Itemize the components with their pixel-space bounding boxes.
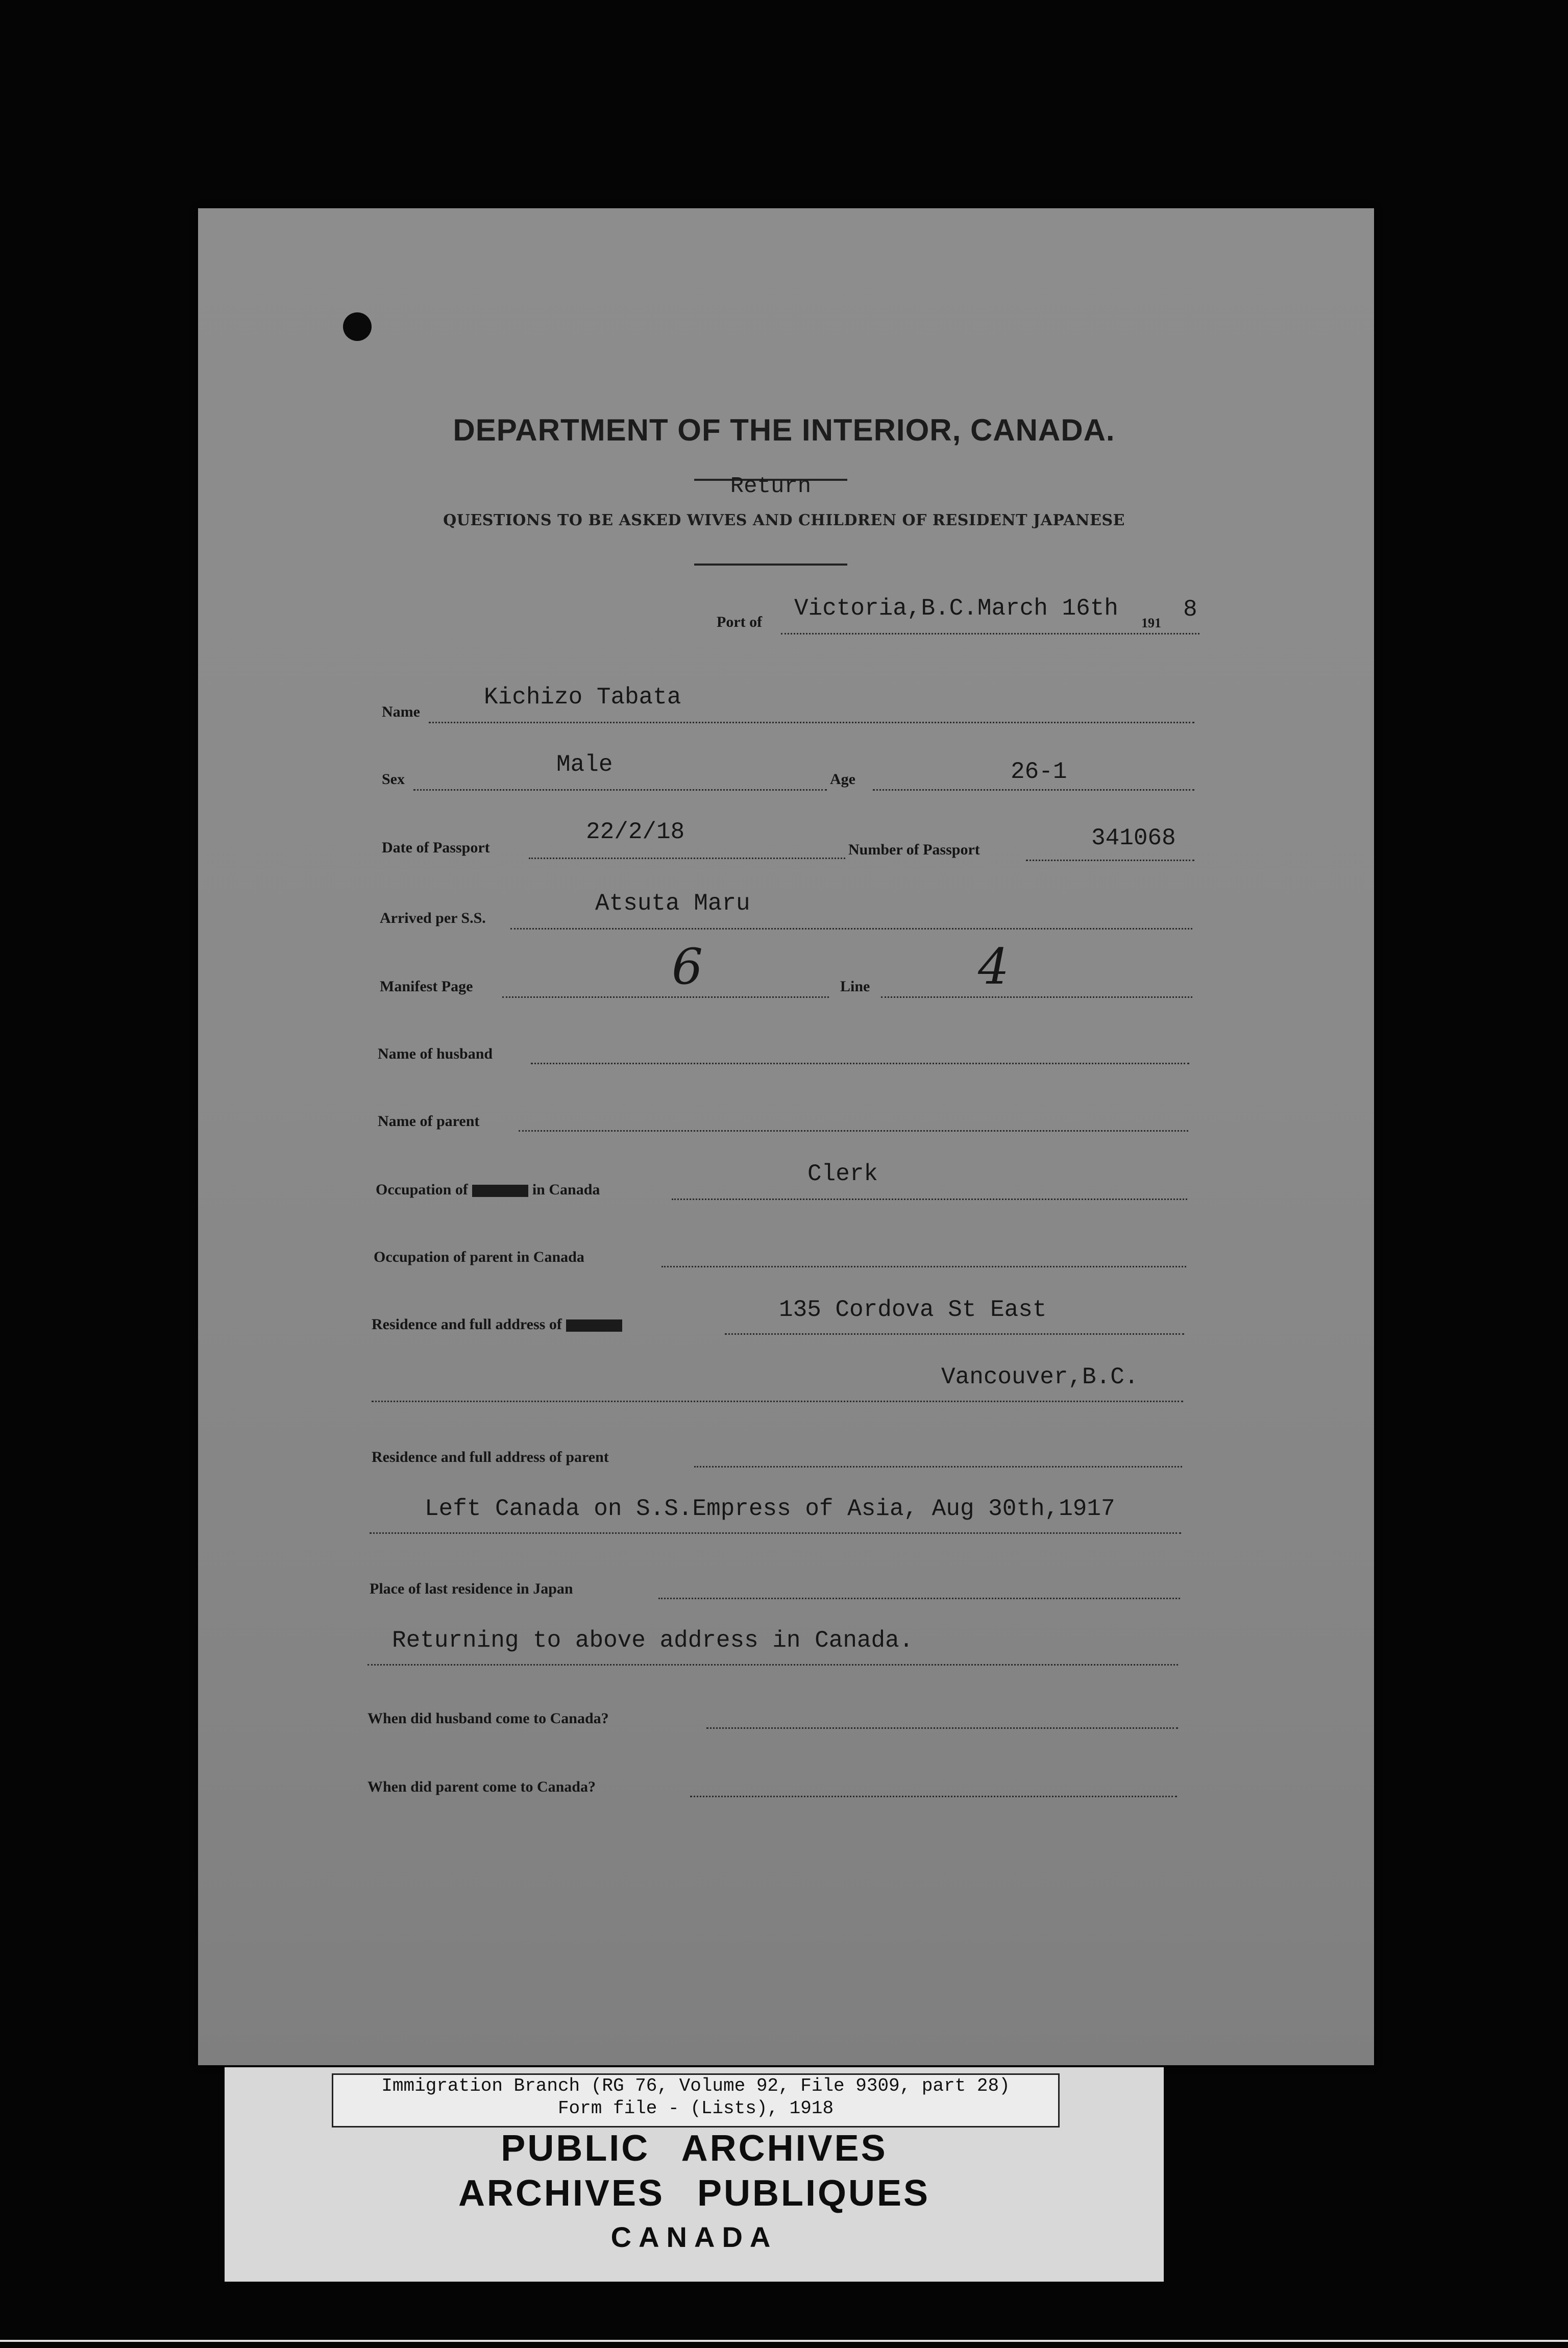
line-label: Line: [840, 978, 870, 995]
parent-come-label: When did parent come to Canada?: [368, 1778, 596, 1795]
name-line: [429, 722, 1194, 723]
residence-parent-value: Left Canada on S.S.Empress of Asia, Aug 30th,1917: [425, 1496, 1115, 1522]
date-of-passport-label: Date of Passport: [382, 839, 490, 856]
port-value: Victoria,B.C.March 16th: [794, 595, 1118, 622]
occupation-line: [672, 1199, 1187, 1200]
manifest-page-value: 6: [672, 938, 703, 995]
film-edge-line: [0, 2340, 1568, 2342]
occupation-label-after: in Canada: [532, 1181, 600, 1198]
residence-parent-line2: [370, 1532, 1181, 1534]
age-line: [873, 789, 1194, 791]
age-label: Age: [830, 771, 855, 788]
arrived-per-label: Arrived per S.S.: [380, 910, 486, 926]
sex-value: Male: [556, 751, 613, 778]
residence-line1: [725, 1333, 1184, 1335]
port-line: [781, 633, 1199, 634]
port-year-prefix: 191: [1141, 616, 1161, 630]
occupation-label: [376, 1181, 600, 1199]
name-of-parent-label: Name of parent: [378, 1113, 480, 1130]
sex-label: Sex: [382, 771, 405, 788]
last-residence-japan-value: Returning to above address in Canada.: [392, 1627, 914, 1654]
line-value: 4: [978, 938, 1010, 995]
stamp-line2: ARCHIVES PUBLIQUES: [458, 2173, 930, 2214]
residence-line2: [372, 1401, 1183, 1402]
husband-come-label: When did husband come to Canada?: [368, 1710, 609, 1727]
occupation-parent-label: Occupation of parent in Canada: [374, 1249, 584, 1265]
last-residence-japan-line2: [368, 1664, 1178, 1666]
manifest-page-line: [502, 996, 829, 998]
number-of-passport-value: 341068: [1091, 825, 1176, 851]
parent-come-line: [690, 1796, 1177, 1797]
husband-come-line: [706, 1727, 1178, 1729]
name-value: Kichizo Tabata: [484, 684, 681, 711]
redaction-mark: [472, 1185, 528, 1197]
occupation-value: Clerk: [807, 1161, 878, 1187]
sex-line: [413, 789, 827, 791]
arrived-per-value: Atsuta Maru: [595, 890, 750, 917]
residence-value-line2: Vancouver,B.C.: [941, 1364, 1139, 1390]
redaction-mark: [566, 1319, 622, 1332]
residence-parent-label: Residence and full address of parent: [372, 1449, 609, 1465]
occupation-label-before: Occupation of: [376, 1181, 468, 1198]
rule-bottom: [694, 564, 847, 566]
archive-reference-line2: Form file - (Lists), 1918: [557, 2098, 834, 2119]
name-label: Name: [382, 703, 420, 720]
date-of-passport-value: 22/2/18: [586, 819, 685, 845]
name-of-parent-line: [519, 1130, 1188, 1132]
last-residence-japan-label: Place of last residence in Japan: [370, 1580, 573, 1597]
name-of-husband-label: Name of husband: [378, 1045, 493, 1062]
residence-parent-line1: [694, 1466, 1182, 1468]
name-of-husband-line: [531, 1063, 1189, 1064]
return-label: Return: [730, 474, 812, 499]
stamp-line3: CANADA: [610, 2221, 778, 2253]
number-of-passport-line: [1026, 860, 1194, 861]
arrived-per-line: [510, 928, 1192, 930]
residence-label: [372, 1316, 626, 1333]
number-of-passport-label: Number of Passport: [848, 841, 980, 858]
department-title: DEPARTMENT OF THE INTERIOR, CANADA.: [453, 413, 1115, 447]
occupation-parent-line: [662, 1266, 1186, 1267]
line-line: [881, 996, 1192, 998]
residence-value-line1: 135 Cordova St East: [779, 1297, 1047, 1323]
archive-reference-label: [332, 2073, 1060, 2127]
date-of-passport-line: [529, 858, 845, 859]
last-residence-japan-line1: [658, 1598, 1180, 1599]
age-value: 26-1: [1011, 759, 1067, 785]
manifest-page-label: Manifest Page: [380, 978, 473, 995]
punch-hole: [343, 312, 372, 341]
residence-label-before: Residence and full address of: [372, 1316, 562, 1333]
port-year-suffix: 8: [1183, 596, 1197, 623]
stamp-line1: PUBLIC ARCHIVES: [501, 2128, 888, 2169]
port-label: Port of: [717, 614, 763, 630]
archive-reference-line1: Immigration Branch (RG 76, Volume 92, File 9309, part 28): [381, 2075, 1010, 2096]
questions-heading: QUESTIONS TO BE ASKED WIVES AND CHILDREN OF RESIDENT JAPANESE: [443, 511, 1125, 529]
